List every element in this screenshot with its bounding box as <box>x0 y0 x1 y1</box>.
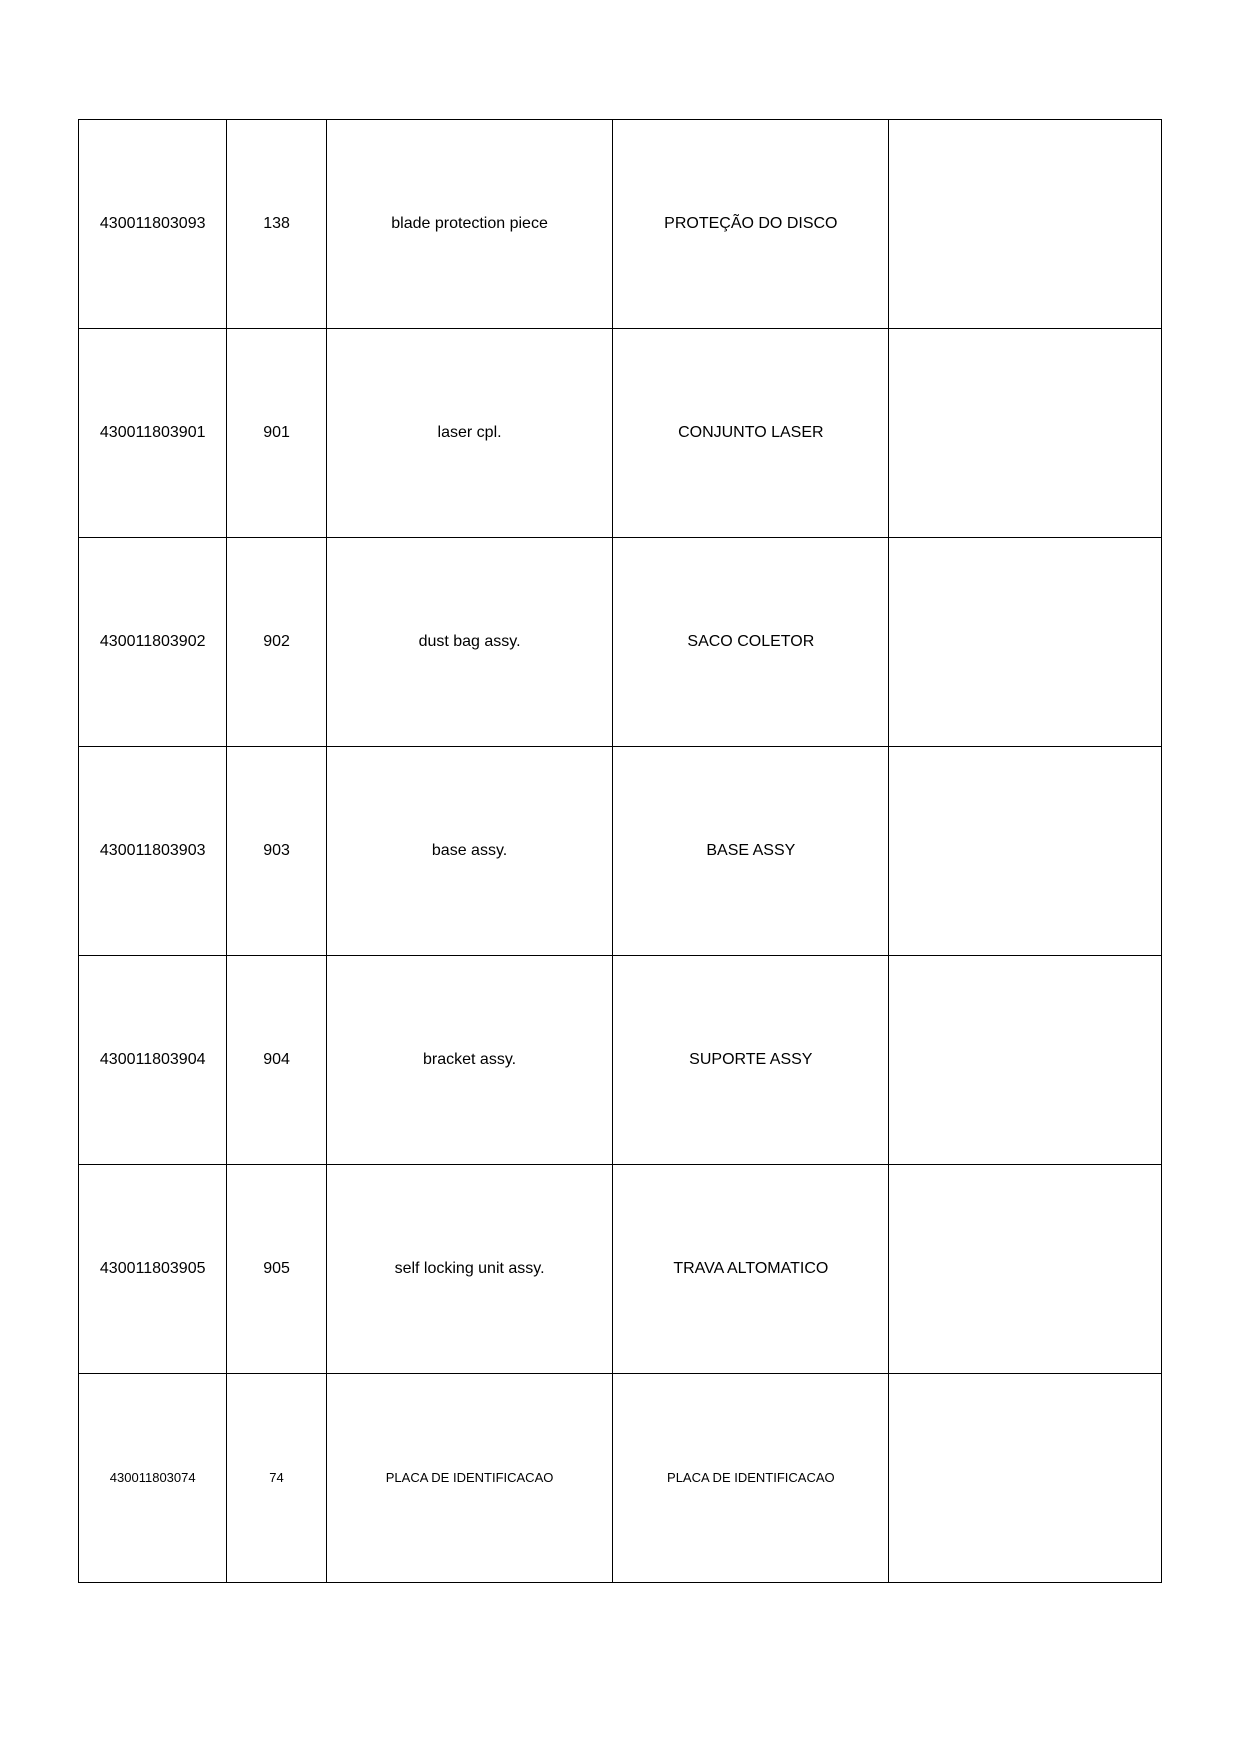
table-row <box>79 1165 1162 1374</box>
portuguese-description-cell: SACO COLETOR <box>613 538 889 747</box>
portuguese-description-cell: BASE ASSY <box>613 747 889 956</box>
english-description-cell: base assy. <box>326 747 613 956</box>
english-description-cell: PLACA DE IDENTIFICACAO <box>326 1374 613 1583</box>
part-code-cell: 430011803901 <box>79 329 227 538</box>
table-row <box>79 538 1162 747</box>
reference-number-cell: 901 <box>227 329 326 538</box>
part-code-cell: 430011803093 <box>79 120 227 329</box>
notes-cell <box>889 538 1162 747</box>
reference-number-cell: 74 <box>227 1374 326 1583</box>
notes-cell <box>889 1374 1162 1583</box>
reference-number-cell: 902 <box>227 538 326 747</box>
reference-number-cell: 905 <box>227 1165 326 1374</box>
part-code-cell: 430011803902 <box>79 538 227 747</box>
table-row <box>79 1374 1162 1583</box>
portuguese-description-cell: CONJUNTO LASER <box>613 329 889 538</box>
english-description-cell: laser cpl. <box>326 329 613 538</box>
english-description-cell: self locking unit assy. <box>326 1165 613 1374</box>
english-description-cell: blade protection piece <box>326 120 613 329</box>
notes-cell <box>889 120 1162 329</box>
table-row <box>79 329 1162 538</box>
portuguese-description-cell: TRAVA ALTOMATICO <box>613 1165 889 1374</box>
table-row <box>79 956 1162 1165</box>
part-code-cell: 430011803074 <box>79 1374 227 1583</box>
portuguese-description-cell: PROTEÇÃO DO DISCO <box>613 120 889 329</box>
english-description-cell: bracket assy. <box>326 956 613 1165</box>
reference-number-cell: 138 <box>227 120 326 329</box>
part-code-cell: 430011803905 <box>79 1165 227 1374</box>
portuguese-description-cell: PLACA DE IDENTIFICACAO <box>613 1374 889 1583</box>
portuguese-description-cell: SUPORTE ASSY <box>613 956 889 1165</box>
notes-cell <box>889 329 1162 538</box>
parts-table <box>78 119 1162 1583</box>
part-code-cell: 430011803904 <box>79 956 227 1165</box>
table-row <box>79 120 1162 329</box>
part-code-cell: 430011803903 <box>79 747 227 956</box>
english-description-cell: dust bag assy. <box>326 538 613 747</box>
table-row <box>79 747 1162 956</box>
reference-number-cell: 903 <box>227 747 326 956</box>
notes-cell <box>889 956 1162 1165</box>
notes-cell <box>889 1165 1162 1374</box>
notes-cell <box>889 747 1162 956</box>
reference-number-cell: 904 <box>227 956 326 1165</box>
